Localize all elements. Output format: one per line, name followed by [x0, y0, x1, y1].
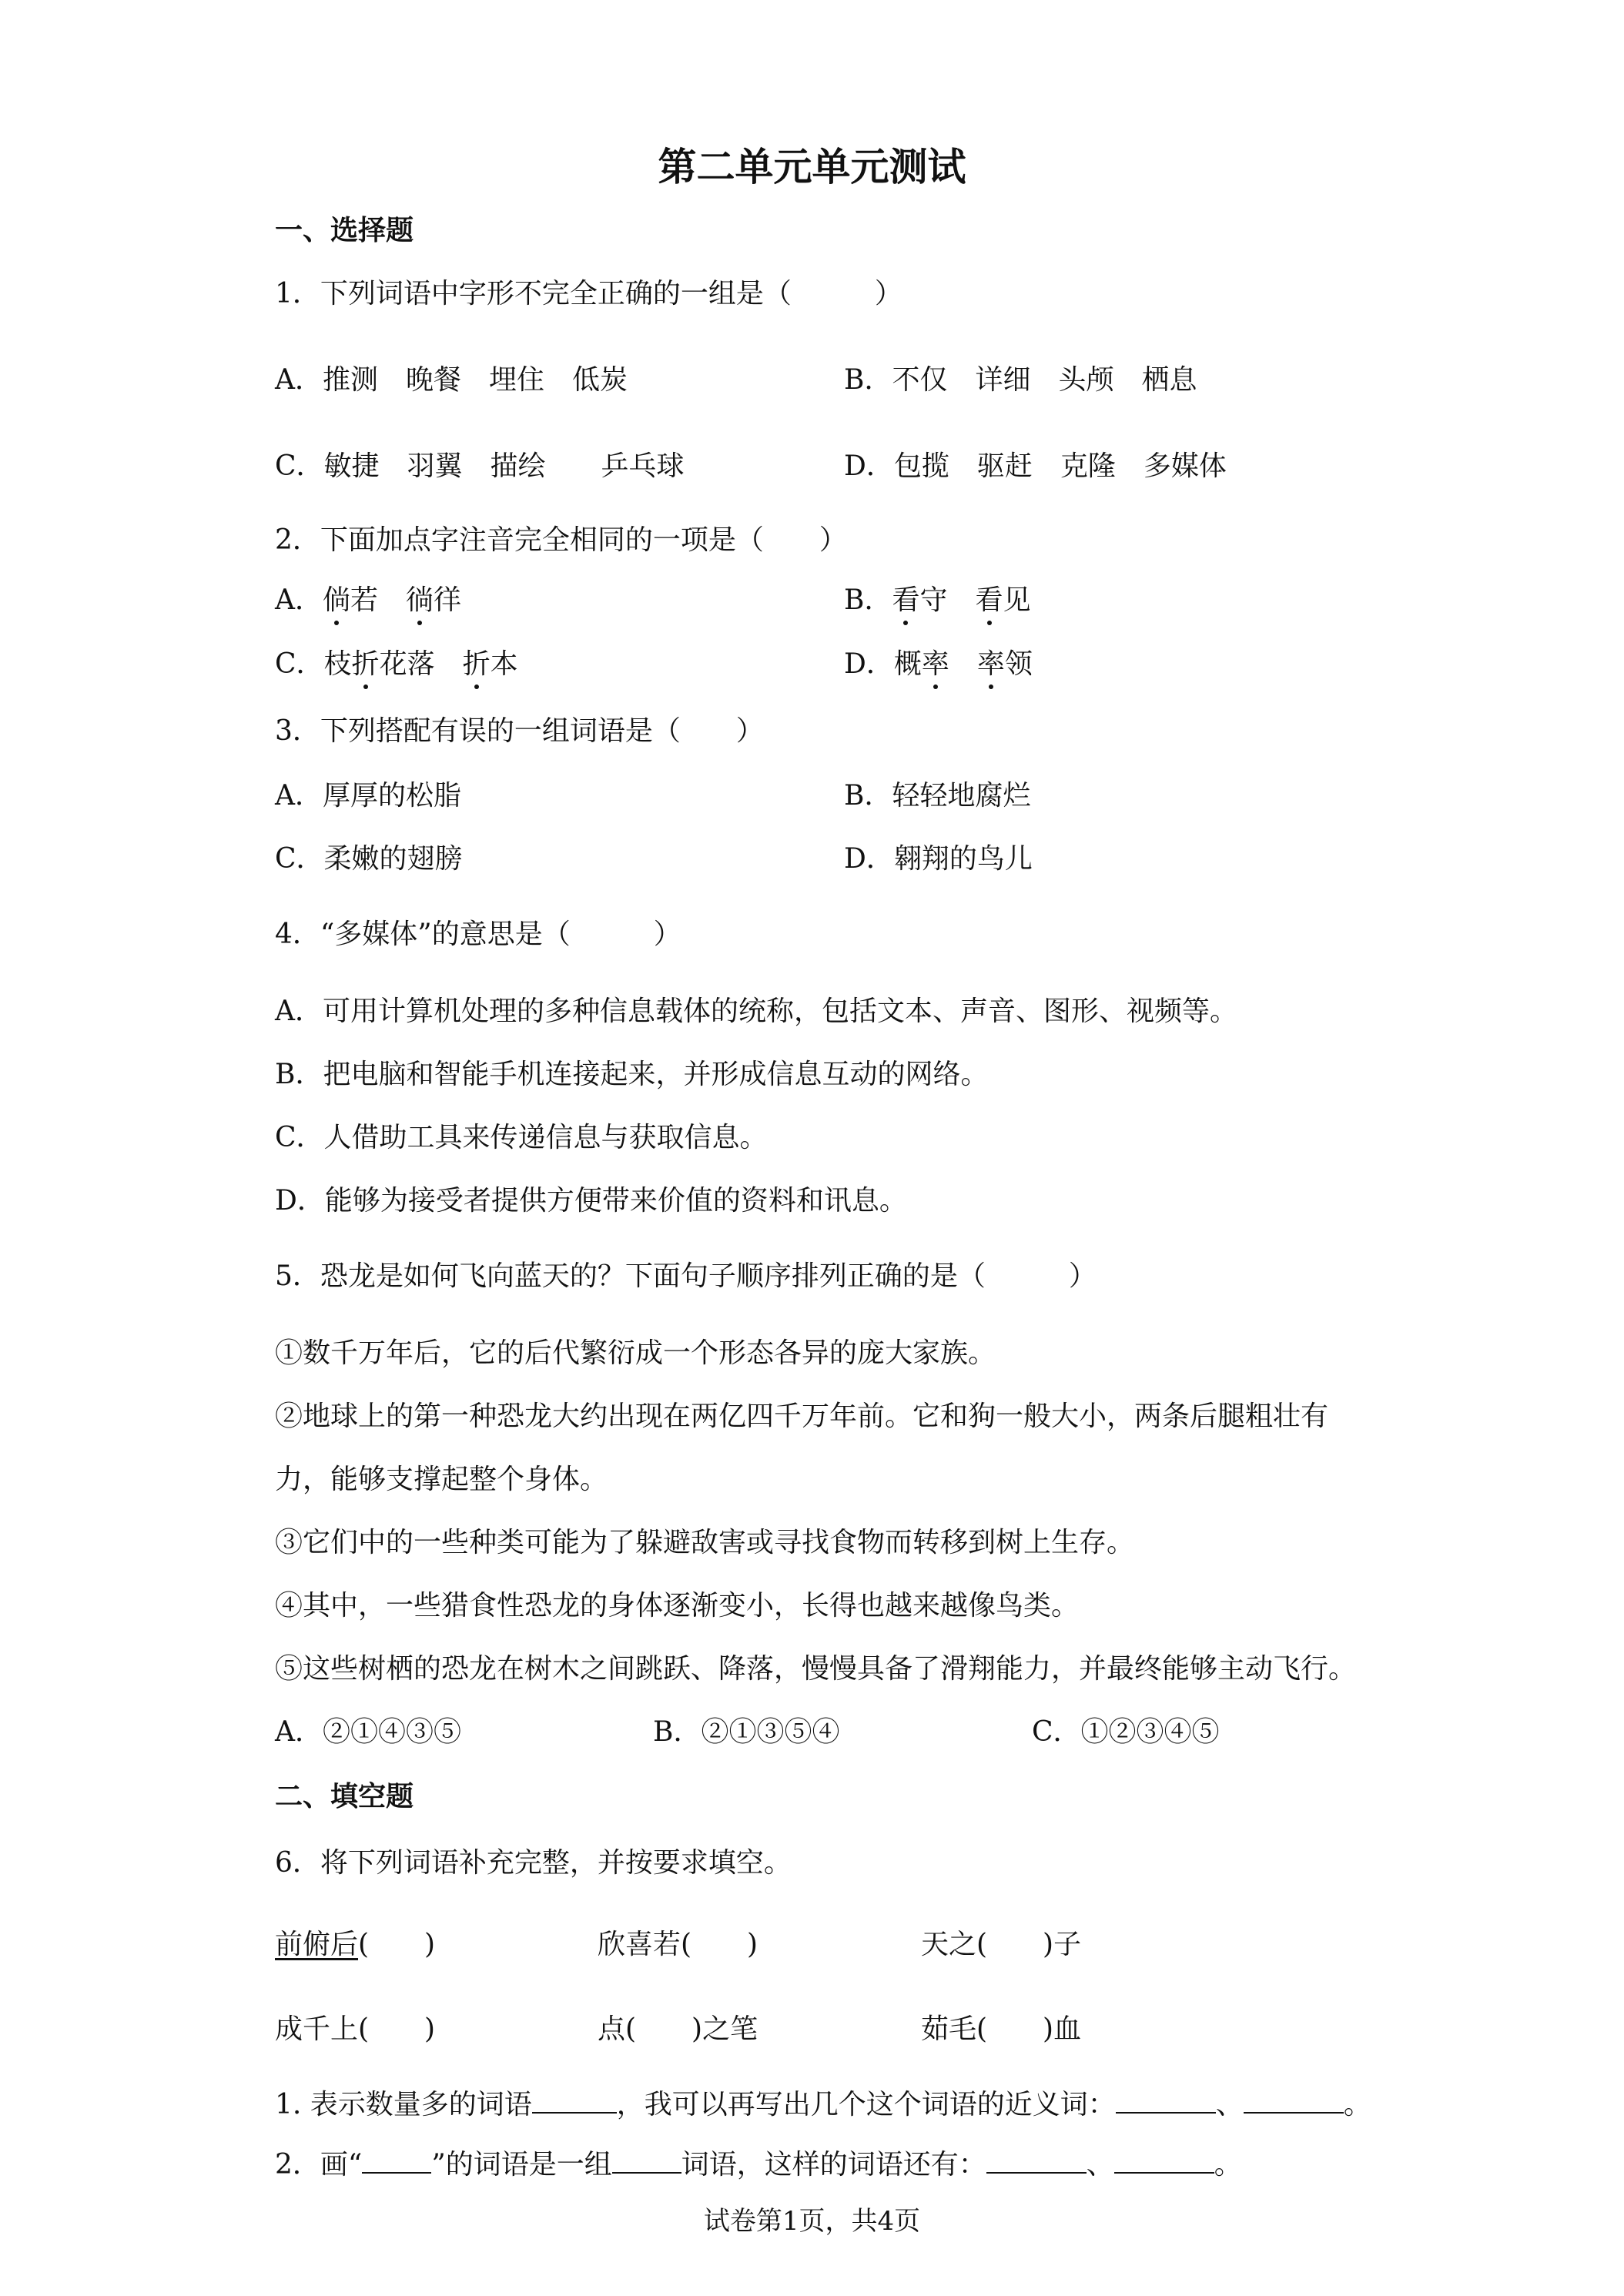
answer-blank[interactable] [1116, 2111, 1216, 2114]
question-1-stem: 1．下列词语中字形不完全正确的一组是（ ） [275, 278, 902, 310]
question-2-option-a: A．倘若 徜徉 [275, 584, 462, 616]
question-1-option-d: D．包揽 驱赶 克隆 多媒体 [844, 450, 1227, 482]
question-5-sentence-2-cont: 力，能够支撑起整个身体。 [275, 1464, 608, 1495]
question-5-stem: 5．恐龙是如何飞向蓝天的？下面句子顺序排列正确的是（ ） [275, 1260, 1097, 1292]
answer-blank[interactable] [1114, 2171, 1214, 2174]
question-4-option-a: A．可用计算机处理的多种信息载体的统称，包括文本、声音、图形、视频等。 [275, 996, 1237, 1027]
page-footer: 试卷第1页，共4页 [703, 2206, 921, 2237]
question-2-option-c: C．枝折花落 折本 [275, 648, 518, 680]
question-3-option-b: B．轻轻地腐烂 [844, 780, 1031, 812]
answer-blank[interactable] [612, 2171, 681, 2174]
idiom-1: 前俯后( ) [275, 1929, 436, 1960]
dotted-char: 看 [975, 584, 1003, 616]
section-heading-choice: 一、选择题 [275, 215, 414, 246]
question-3-option-d: D．翱翔的鸟儿 [844, 843, 1033, 875]
question-2-stem: 2．下面加点字注音完全相同的一项是（ ） [275, 524, 847, 556]
page-title: 第二单元单元测试 [658, 145, 966, 189]
question-1-option-a: A．推测 晚餐 埋住 低炭 [275, 364, 628, 396]
idiom-4: 成千上( ) [275, 2013, 436, 2045]
question-2-option-d: D．概率 率领 [844, 648, 1033, 680]
question-5-option-c: C．①②③④⑤ [1032, 1716, 1220, 1748]
idiom-2: 欣喜若( ) [598, 1929, 758, 1960]
dotted-char: 率 [976, 648, 1005, 680]
question-6-sub-2: 2．画“ ”的词语是一组 词语，这样的词语还有： 、 。 [275, 2149, 1242, 2181]
dotted-char: 倘 [323, 584, 351, 616]
question-5-sentence-2: ②地球上的第一种恐龙大约出现在两亿四千万年前。它和狗一般大小，两条后腿粗壮有 [275, 1401, 1329, 1432]
answer-blank[interactable] [362, 2171, 431, 2174]
idiom-3: 天之( )子 [921, 1929, 1082, 1960]
question-3-option-a: A．厚厚的松脂 [275, 780, 461, 812]
dotted-char: 折 [351, 648, 380, 680]
answer-blank[interactable] [986, 2171, 1087, 2174]
answer-blank[interactable] [532, 2111, 617, 2114]
answer-blank[interactable] [1244, 2111, 1344, 2114]
question-1-option-c: C．敏捷 羽翼 描绘 乒乓球 [275, 450, 685, 482]
question-6-sub-1: 1. 表示数量多的词语 ，我可以再写出几个这个词语的近义词： 、 。 [275, 2089, 1371, 2120]
dotted-char: 徜 [406, 584, 434, 616]
dotted-char: 看 [892, 584, 920, 616]
question-4-stem: 4．“多媒体”的意思是（ ） [275, 919, 681, 950]
dotted-char: 率 [921, 648, 949, 680]
question-5-option-a: A．②①④③⑤ [275, 1716, 461, 1748]
idiom-5: 点( )之笔 [598, 2013, 758, 2045]
question-4-option-d: D．能够为接受者提供方便带来价值的资料和讯息。 [275, 1185, 907, 1217]
question-5-sentence-4: ④其中，一些猎食性恐龙的身体逐渐变小，长得也越来越像鸟类。 [275, 1590, 1080, 1622]
question-6-stem: 6．将下列词语补充完整，并按要求填空。 [275, 1847, 792, 1879]
section-heading-fill: 二、填空题 [275, 1781, 414, 1812]
question-5-sentence-1: ①数千万年后，它的后代繁衍成一个形态各异的庞大家族。 [275, 1337, 996, 1369]
question-5-option-b: B．②①③⑤④ [653, 1716, 840, 1748]
dotted-char: 折 [462, 648, 491, 680]
question-4-option-c: C．人借助工具来传递信息与获取信息。 [275, 1122, 768, 1153]
question-3-option-c: C．柔嫩的翅膀 [275, 843, 463, 875]
question-2-option-b: B．看守 看见 [844, 584, 1031, 616]
question-3-stem: 3．下列搭配有误的一组词语是（ ） [275, 715, 764, 747]
question-5-sentence-5: ⑤这些树栖的恐龙在树木之间跳跃、降落，慢慢具备了滑翔能力，并最终能够主动飞行。 [275, 1653, 1357, 1685]
question-5-sentence-3: ③它们中的一些种类可能为了躲避敌害或寻找食物而转移到树上生存。 [275, 1527, 1135, 1558]
idiom-6: 茹毛( )血 [921, 2013, 1082, 2045]
question-4-option-b: B．把电脑和智能手机连接起来，并形成信息互动的网络。 [275, 1059, 989, 1090]
question-1-option-b: B．不仅 详细 头颅 栖息 [844, 364, 1197, 396]
